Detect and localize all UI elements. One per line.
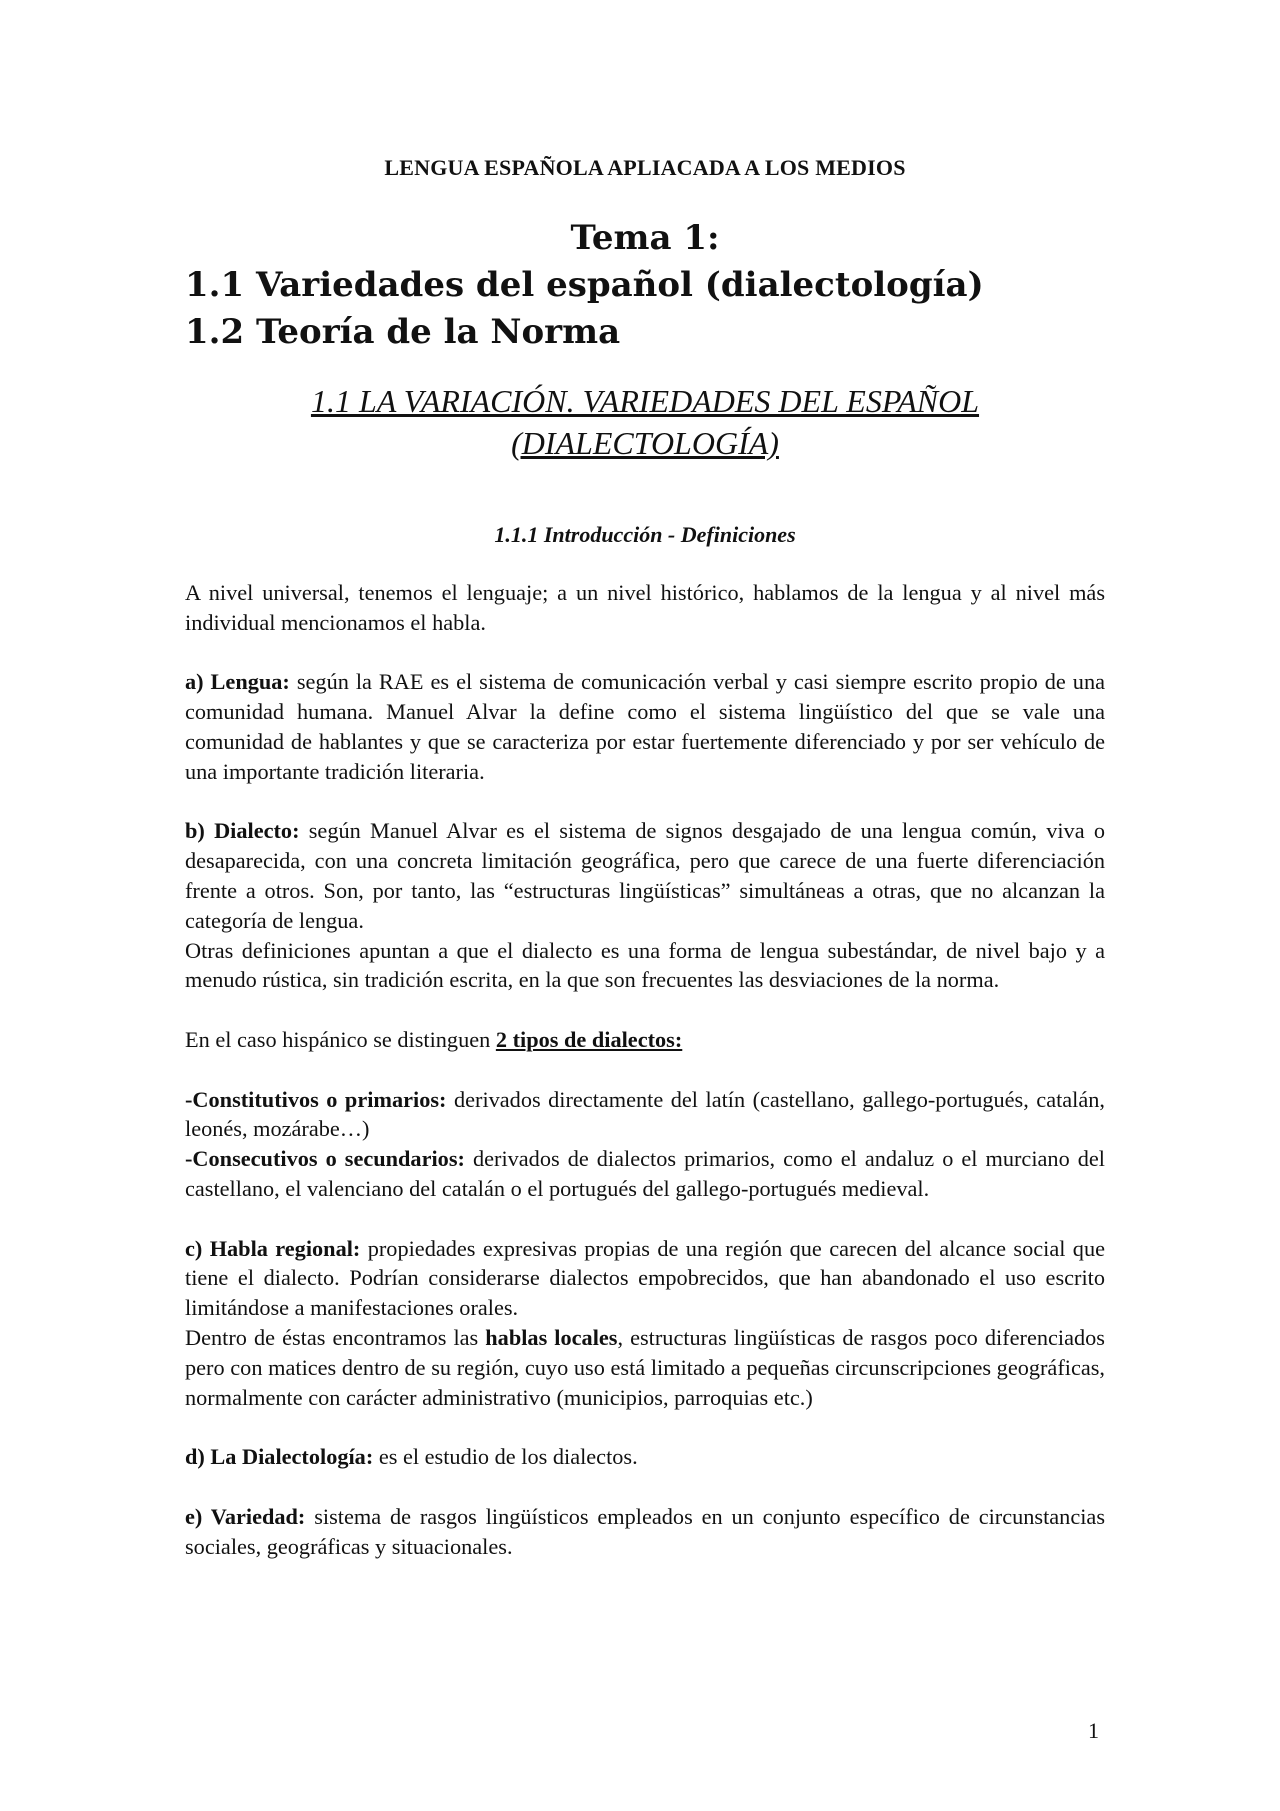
- dialecto-extra-paragraph: Otras definiciones apuntan a que el dialecto es una forma de lengua subestándar, de nivel bajo y a menudo rústica, sin tradición escrita, en la que son frecuentes las desviaciones de la norma.: [185, 937, 1105, 993]
- hablas-strong: hablas locales: [485, 1324, 618, 1350]
- section-title-line2: (DIALECTOLOGÍA): [511, 425, 779, 461]
- page-number: 1: [1088, 1718, 1099, 1743]
- consecutivos-label: -Consecutivos o secundarios:: [185, 1146, 465, 1172]
- caso-strong: 2 tipos de dialectos:: [495, 1026, 683, 1052]
- constitutivos-label: -Constitutivos o primarios:: [185, 1086, 447, 1112]
- variedad-definition: [185, 1502, 1105, 1562]
- consecutivos-item: [185, 1144, 1105, 1204]
- consecutivos-text: derivados de dialectos primarios, como el andaluz o el murciano del castellano, el valenciano del catalán o el portugués del gallego-portugués medieval.: [185, 1146, 1105, 1201]
- hablas-locales-paragraph: [185, 1323, 1105, 1412]
- hablas-pre: Dentro de éstas encontramos las: [185, 1324, 486, 1350]
- subsection-title: 1.1.1 Introducción - Definiciones: [494, 522, 796, 547]
- section-title: [185, 380, 1105, 464]
- lengua-definition: [185, 667, 1105, 786]
- course-header: LENGUA ESPAÑOLA APLIACADA A LOS MEDIOS: [384, 155, 906, 180]
- document-body: [185, 578, 1105, 1561]
- lengua-label: a) Lengua:: [185, 669, 290, 695]
- dialecto-label: b) Dialecto:: [185, 818, 300, 844]
- dialectologia-text: es el estudio de los dialectos.: [373, 1444, 638, 1470]
- habla-definition: [185, 1234, 1105, 1323]
- topic-line-variedades: 1.1 Variedades del español (dialectología): [185, 265, 984, 305]
- topic-line-norma: 1.2 Teoría de la Norma: [185, 312, 621, 352]
- dialectologia-definition: [185, 1442, 1105, 1472]
- variedad-text: sistema de rasgos lingüísticos empleados en un conjunto específico de circunstancias sociales, geográficas y situacionales.: [185, 1503, 1106, 1559]
- topic-number: Tema 1:: [570, 218, 720, 258]
- dialectologia-label: d) La Dialectología:: [185, 1444, 374, 1470]
- caso-text: En el caso hispánico se distinguen: [185, 1026, 496, 1052]
- habla-label: c) Habla regional:: [185, 1235, 361, 1261]
- variedad-label: e) Variedad:: [185, 1503, 306, 1529]
- section-title-line1: 1.1 LA VARIACIÓN. VARIEDADES DEL ESPAÑOL: [310, 383, 980, 419]
- dialecto-text: según Manuel Alvar es el sistema de signos desgajado de una lengua común, viva o desaparecida, con una concreta limitación geográfica, pero que carece de una fuerte diferenciación frente a otros. Son, por tanto, las “estructuras lingüísticas” simultáneas a otras, que no alcanzan la categoría de lengua.: [185, 818, 1105, 933]
- hablas-post: , estructuras lingüísticas de rasgos poco diferenciados pero con matices dentro de su región, cuyo uso está limitado a pequeñas circunscripciones geográficas, normalmente con carácter administrativo (municipios, parroquias etc.): [185, 1324, 1105, 1410]
- dialecto-definition: [185, 816, 1105, 935]
- constitutivos-item: [185, 1085, 1105, 1145]
- intro-paragraph: A nivel universal, tenemos el lenguaje; a un nivel histórico, hablamos de la lengua y al nivel más individual mencionamos el habla.: [185, 580, 1105, 635]
- habla-text: propiedades expresivas propias de una región que carecen del alcance social que tiene el dialecto. Podrían considerarse dialectos empobrecidos, que han abandonado el uso escrito limitándose a manifestaciones orales.: [185, 1235, 1105, 1321]
- constitutivos-text: derivados directamente del latín (castellano, gallego-portugués, catalán, leonés, mozárabe…): [185, 1086, 1105, 1142]
- topic-title-block: [185, 215, 1105, 356]
- caso-hispanico-paragraph: [185, 1025, 1105, 1055]
- lengua-text: según la RAE es el sistema de comunicación verbal y casi siempre escrito propio de una comunidad humana. Manuel Alvar la define como el sistema lingüístico del que se vale una comunidad de hablantes y que se caracteriza por estar fuertemente diferenciado y por ser vehículo de una importante tradición literaria.: [185, 669, 1105, 784]
